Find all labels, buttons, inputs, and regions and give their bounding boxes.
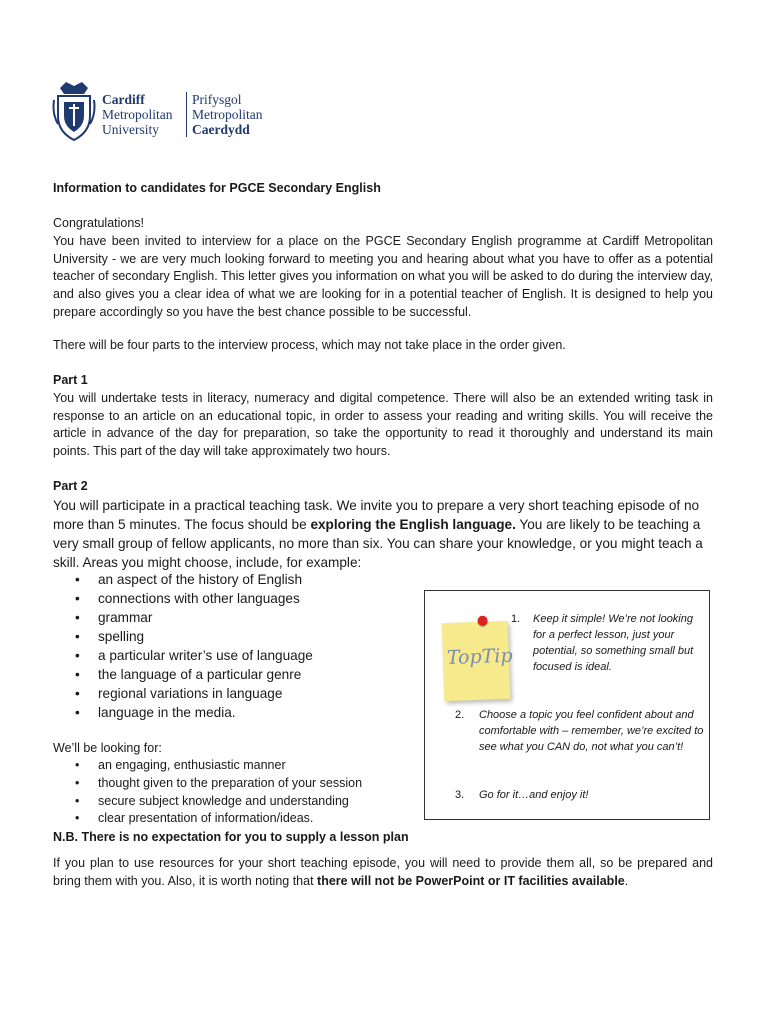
list-item: • a particular writer’s use of language [53, 646, 313, 665]
part2-heading [53, 478, 713, 496]
resources-end: . [624, 873, 629, 888]
list-item: • spelling [53, 627, 313, 646]
resources-warning: there will not be PowerPoint or IT facilities available [317, 873, 625, 888]
tip-item [455, 707, 705, 755]
logo-line: University [102, 122, 159, 137]
list-item: • regional variations in language [53, 684, 313, 703]
part2-text-a: You will participate in a practical teaching task. We invite you to prepare a very short teaching episode of no more than 5 minutes. The focus should be [53, 498, 700, 532]
tip-item [511, 611, 701, 675]
list-item: • grammar [53, 608, 313, 627]
logo-line: Cardiff [102, 92, 145, 107]
list-item: • clear presentation of information/ideas. [53, 810, 362, 828]
logo-welsh-name [186, 92, 263, 137]
looking-for-label: We’ll be looking for: [53, 741, 162, 755]
tip-text: Choose a topic you feel confident about and comfortable with – remember, we’re excited to see what you CAN do, not what you can’t! [479, 709, 704, 753]
areas-list [53, 570, 313, 722]
list-item: • thought given to the preparation of your session [53, 775, 362, 793]
logo-english-name [102, 92, 173, 137]
part2-focus: exploring the English language. [310, 517, 516, 532]
part1-section [53, 372, 713, 461]
resources-paragraph [53, 855, 713, 891]
pin-icon [477, 616, 487, 626]
looking-for-list [53, 757, 362, 828]
greeting: Congratulations! [53, 216, 145, 230]
list-item: • the language of a particular genre [53, 665, 313, 684]
resources-text: If you plan to use resources for your short teaching episode, you will need to provide them all, so be prepared and bring them with you. Also, it is worth noting that [53, 856, 713, 888]
tip-number: 1. [511, 613, 521, 625]
parts-note: There will be four parts to the interview process, which may not take place in the order given. [53, 338, 566, 352]
document-title: Information to candidates for PGCE Secondary English [53, 181, 381, 195]
sticky-label: TopTip [446, 644, 513, 670]
part2-text-b: You are likely to be teaching a very small group of fellow applicants, no more than six. You can share your knowledge, or you might teach a skill. Areas you might choose, include, for example: [53, 517, 703, 570]
logo-line: Metropolitan [192, 107, 263, 122]
list-item: • an aspect of the history of English [53, 570, 313, 589]
tip-text: Keep it simple! We’re not looking for a perfect lesson, just your potential, so something small but focused is ideal. [533, 613, 694, 673]
intro-paragraph: You have been invited to interview for a place on the PGCE Secondary English programme at Cardiff Metropolitan University - we are very much looking forward to meeting you and hearing about what you have to offer as a potential teacher of secondary English. This letter gives you information on what you will be asked to do during the interview day, and also gives you a clear idea of what we are looking for in a potential teacher of English. It is designed to help you prepare accordingly so you have the best chance possible to be successful. [53, 233, 713, 319]
tip-text: Go for it…and enjoy it! [479, 789, 589, 801]
list-item: • language in the media. [53, 703, 313, 722]
crest-icon [52, 80, 96, 144]
university-logo [52, 80, 262, 146]
list-item: • connections with other languages [53, 589, 313, 608]
sticky-note [442, 621, 511, 701]
tip-item [455, 787, 705, 803]
list-item: • an engaging, enthusiastic manner [53, 757, 362, 775]
part2-intro [53, 496, 715, 572]
nb-note: N.B. There is no expectation for you to supply a lesson plan [53, 830, 409, 844]
intro-section [53, 215, 713, 322]
tip-number: 3. [455, 789, 465, 801]
tip-number: 2. [455, 709, 465, 721]
top-tip-box [424, 590, 710, 820]
part2-heading-text: Part 2 [53, 479, 88, 493]
part1-heading: Part 1 [53, 373, 88, 387]
logo-line: Caerdydd [192, 122, 250, 137]
logo-line: Prifysgol [192, 92, 242, 107]
logo-line: Metropolitan [102, 107, 173, 122]
part1-text: You will undertake tests in literacy, numeracy and digital competence. There will also be an extended writing task in response to an article on an educational topic, in order to assess your reading and writing skills. You will receive the article in advance of the day for preparation, so take the opportunity to read it thoroughly and understand its main points. This part of the day will take approximately two hours. [53, 390, 713, 459]
list-item: • secure subject knowledge and understanding [53, 793, 362, 811]
